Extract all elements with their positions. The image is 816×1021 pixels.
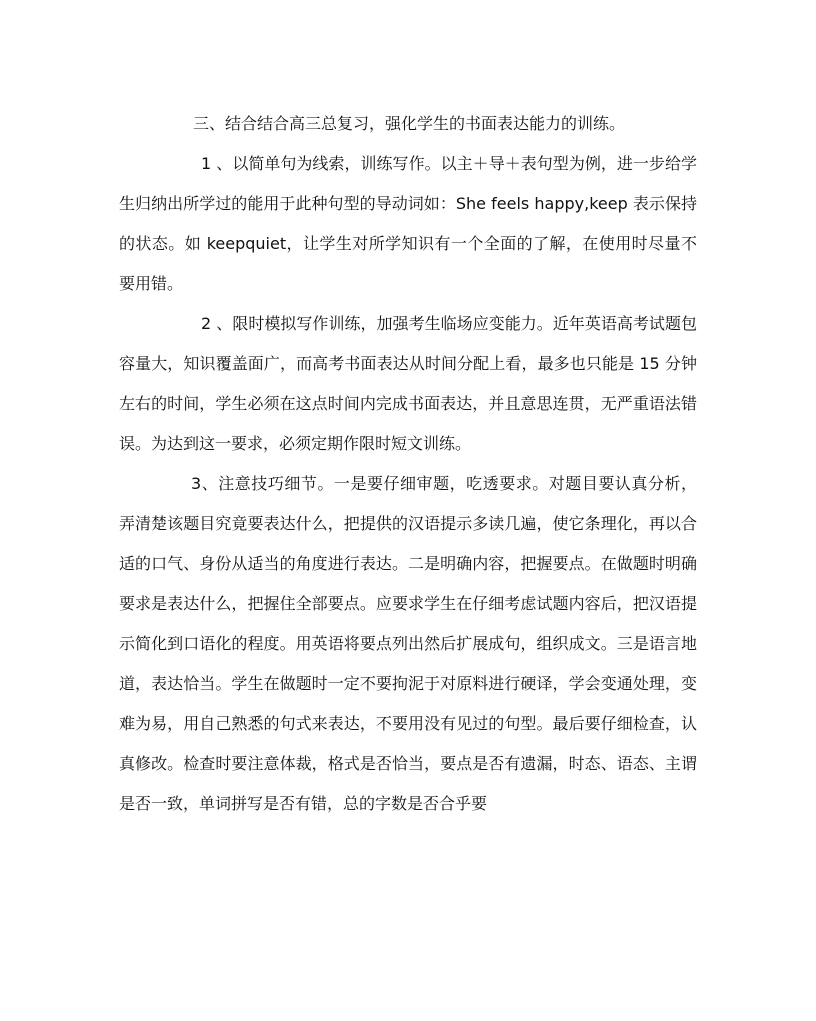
paragraph-1: 1 、以简单句为线索，训练写作。以主＋导＋表句型为例，进一步给学生归纳出所学过的能用于此种句型的导动词如：She feels happy,keep 表示保持的状态。如 keepquiet，让学生对所学知识有一个全面的了解，在使用时尽量不要用错。 — [119, 154, 697, 293]
document-body — [119, 104, 697, 824]
section-heading: 三、结合结合高三总复习，强化学生的书面表达能力的训练。 — [193, 114, 626, 133]
paragraph-3: 3、注意技巧细节。一是要仔细审题，吃透要求。对题目要认真分析，弄清楚该题目究竟要表达什么，把提供的汉语提示多读几遍，使它条理化，再以合适的口气、身份从适当的角度进行表达。二是明确内容，把握要点。在做题时明确要求是表达什么，把握住全部要点。应要求学生在仔细考虑试题内容后，把汉语提示简化到口语化的程度。用英语将要点列出然后扩展成句，组织成文。三是语言地道，表达恰当。学生在做题时一定不要拘泥于对原料进行硬译，学会变通处理，变难为易，用自己熟悉的句式来表达，不要用没有见过的句型。最后要仔细检查，认真修改。检查时要注意体裁，格式是否恰当，要点是否有遗漏，时态、语态、主谓是否一致，单词拼写是否有错，总的字数是否合乎要 — [119, 474, 697, 813]
paragraph-2: 2 、限时模拟写作训练，加强考生临场应变能力。近年英语高考试题包容量大，知识覆盖面广，而高考书面表达从时间分配上看，最多也只能是 15 分钟左右的时间，学生必须在这点时间内完成书面表达，并且意思连贯，无严重语法错误。为达到这一要求，必须定期作限时短文训练。 — [119, 314, 697, 453]
